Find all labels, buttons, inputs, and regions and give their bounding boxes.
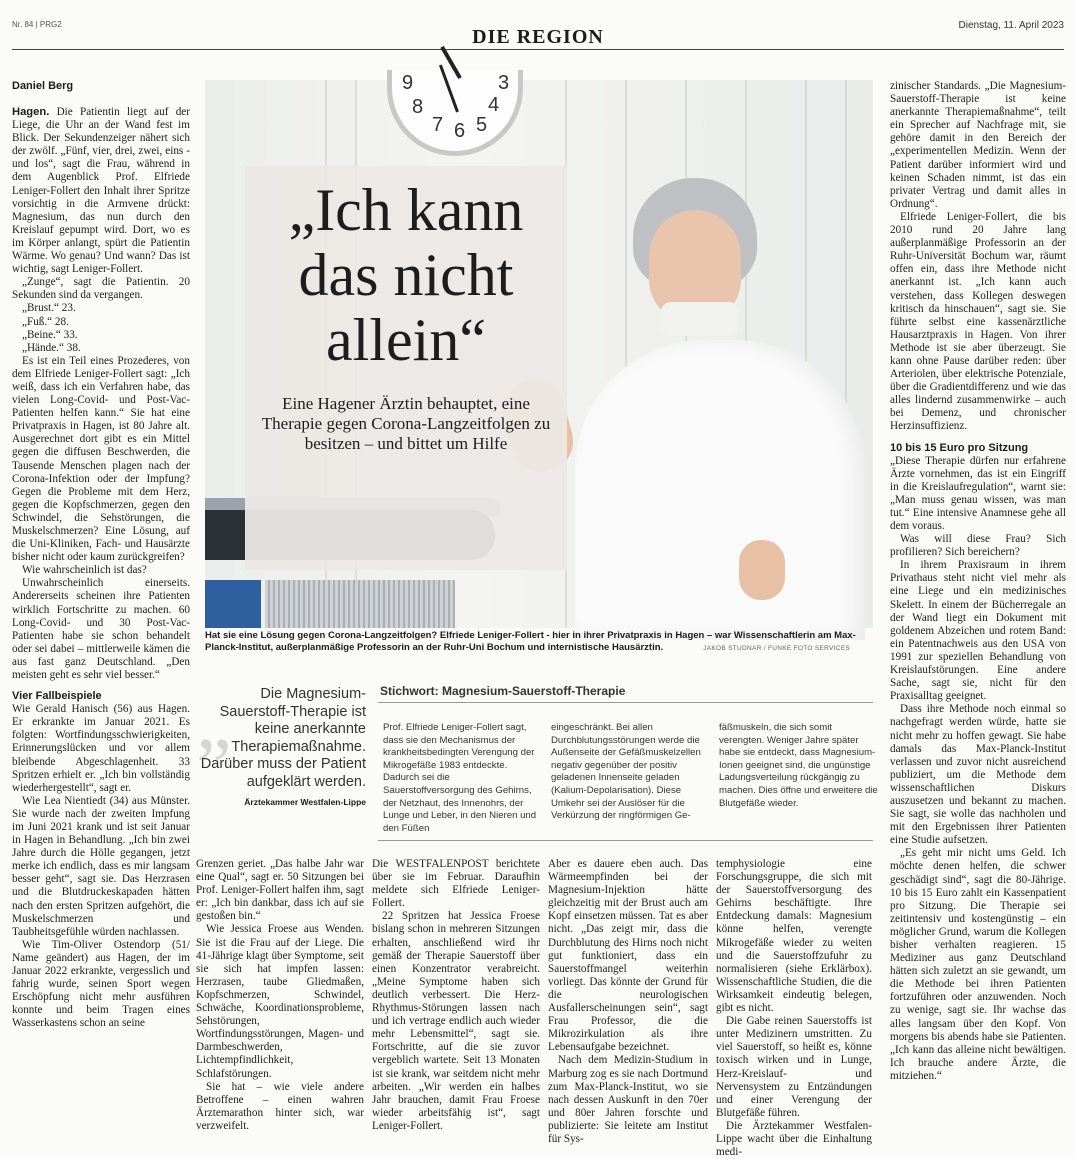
headline: „Ich kann das nicht allein“ — [288, 177, 524, 373]
article-paragraph: Die Gabe reinen Sauerstoffs ist unter Medizinern umstritten. Zu viel Sauerstoff, so heißt es, könne toxisch wirken und in Lunge, Herz-Kreislauf- und Nervensystem zu Entzündungen und einer Verengung der Blutgefäße führen. — [716, 1015, 872, 1119]
article-paragraph: Hagen. Die Patientin liegt auf der Liege, die Uhr an der Wand fest im Blick. Der Sekundenzeiger nähert sich der zwölf. „Fünf, vier, drei, zwei, eins - und los“, sagt die Frau, während in dem Augenblick Prof. Elfriede Leniger-Follert den Inhalt ihrer Spritze vorsichtig in die Armvene drückt: Magnesium, das nun durch den Kreislauf gepumpt wird. Dort, wo es im Körper anlangt, spürt die Patientin Wärme. Wo genau? Und wann? Das ist wichtig, sagt Leniger-Follert. — [12, 106, 190, 276]
article-paragraph: „Zunge“, sagt die Patientin. 20 Sekunden sind da vergangen. — [12, 276, 190, 302]
article-paragraph: Grenzen geriet. „Das halbe Jahr war eine Qual“, sagt er. 50 Sitzungen bei Prof. Leniger-Follert halfen ihm, sagt er: „Ich bin dankbar, dass ich auf sie gestoßen bin.“ — [196, 858, 364, 923]
author-byline: Daniel Berg — [12, 80, 74, 92]
article-paragraph: Was will diese Frau? Sich profilieren? Sich bereichern? — [890, 533, 1066, 559]
article-paragraph: „Es geht mir nicht ums Geld. Ich möchte denen helfen, die schwer geschädigt sind“, sagt die 80-Jährige. 10 bis 15 Euro zahlt ein Kassenpatient pro Sitzung. Die Therapie sei zeitintensiv und kostengünstig – ein möglicher Grund, warum die Kollegen bisher verhalten reagieren. 15 Mediziner aus ganz Deutschland hätten sich zuletzt an sie gewandt, um die Methode bei ihren Patienten fortzuführen oder anzuwenden. Noch zu wenige, sagt sie. Ihr wachse das alles langsam über den Kopf. Von morgens bis abends habe sie Patienten. „Ich kann das alleine nicht bewältigen. Ich brauche andere Ärzte, die mitziehen.“ — [890, 847, 1066, 1082]
article-paragraph: Es ist ein Teil eines Prozederes, von dem Elfriede Leniger-Follert sagt: „Ich weiß, dass ich ein Verfahren habe, das vielen Long-Covid- und Post-Vac-Patienten helfen kann.“ Sie hat eine Privatpraxis in Hagen, ist 80 Jahre alt. Ausgerechnet dort gibt es ein Mittel gegen die diffusen Beschwerden, die Tausende Menschen plagen nach der Corona-Infektion oder der Impfung? Gegen die Probleme mit dem Herz, gegen die Kopfschmerzen, gegen den Schwindel, die Sehstörungen, die Muskelschmerzen? Eine Lösung, auf die Uni-Kliniken, Fach- und Hausärzte bisher nicht oder kaum zurückgreifen? — [12, 354, 190, 564]
article-paragraph: „Brust.“ 23. — [22, 302, 76, 315]
deck: Eine Hagener Ärztin behauptet, eine Therapie gegen Corona-Langzeitfolgen zu besitzen – und bittet um Hilfe — [261, 394, 551, 453]
hero-photo — [205, 72, 873, 628]
infobox-divider — [378, 702, 873, 703]
masthead — [12, 20, 1064, 50]
pull-quote-source: Ärztekammer Westfalen-Lippe — [244, 797, 366, 807]
article-column-1 — [12, 80, 190, 1030]
infobox-title: Stichwort: Magnesium-Sauerstoff-Therapie — [380, 684, 626, 698]
article-column-3 — [372, 858, 540, 1133]
infobox-bottom-divider — [378, 840, 873, 841]
headline-box — [245, 166, 567, 570]
subheading: 10 bis 15 Euro pro Sitzung — [890, 441, 1029, 454]
wall-clock-image: 9 8 7 6 5 4 3 — [387, 70, 523, 156]
pull-quote — [196, 678, 366, 807]
article-paragraph: „Hände.“ 38. — [22, 341, 81, 354]
article-paragraph: Wie wahrscheinlich ist das? — [22, 564, 147, 577]
photo-credit: JAKOB STUDNAR / FUNKE FOTO SERVICES — [703, 645, 850, 652]
article-column-2 — [196, 858, 364, 1133]
doctor-figure — [575, 340, 865, 640]
article-column-5 — [716, 858, 872, 1159]
infobox-column-1: Prof. Elfriede Leniger-Follert sagt, dass sie den Mechanismus der krankheitsbedingten Verengung der Mikrogefäße 1983 entdeckte. Dadurch sei die Sauerstoffversorgung des Gehirns, der Netzhaut, des Innenohrs, der Lunge und Leber, in den Nieren und den Füßen — [383, 722, 537, 834]
article-paragraph: temphysiologie eine Forschungsgruppe, die sich mit der Sauerstoffversorgung des Gehirns beschäftigte. Ihre Entdeckung damals: Magnesium könne helfen, verengte Mikrogefäße wieder zu weiten und die Sauerstoffzufuhr zu normalisieren (siehe Erklärbox). Wissenschaftliche Studien, die die Wirksamkeit eindeutig belegen, gibt es nicht. — [716, 858, 872, 1015]
article-paragraph: zinischer Standards. „Die Magnesium-Sauerstoff-Therapie ist keine anerkannte Therapiemaßnahme“, teilt ein Sprecher auf Nachfrage mit, sie gehöre damit in den Bereich der „experimentellen Medizin. Wenn der Patient darüber informiert wird und keinen Schaden nimmt, ist das ein privater Vertrag und damit alles in Ordnung“. — [890, 80, 1066, 210]
article-paragraph: Elfriede Leniger-Follert, die bis 2010 rund 20 Jahre lang außerplanmäßige Professorin an der Ruhr-Universität Bochum war, räumt offen ein, dass ihre Methode nicht anerkannt ist. „Ich kann auch verstehen, dass Kollegen deswegen kritisch da hinschauen“, sagt sie. Sie führte selbst eine kassenärztliche Hausarztpraxis in Hagen. Von ihrer Methode ist sie aber überzeugt. Sie kann ohne Pause darüber reden: über Arteriolen, über elektrische Potenziale, über die Gradientdifferenz und wie das alles lindernd zusammenwirke – auch bei Demenz, und chronischer Herzinsuffizienz. — [890, 210, 1066, 433]
pull-quote-text: Die Magnesium-Sauerstoff-Therapie ist keine anerkannte Therapiemaßnahme. Darüber muss der Patient aufgeklärt werden. — [200, 686, 366, 790]
article-paragraph: Wie Lea Nientiedt (34) aus Münster. Sie wurde nach der zweiten Impfung im Juni 2021 krank und ist seit Januar in Hagen in Behandlung. „Ich bin zwei Jahre durch die Hölle gegangen, jetzt merke ich endlich, dass es mir langsam besser geht“, sagt sie. Das Herzrasen und die Blutdruckeskapaden hätten nach den ersten Spritzen aufgehört, die Muskelschmerzen und Taubheitsgefühle würden nachlassen. — [12, 794, 190, 938]
photo-caption: Hat sie eine Lösung gegen Corona-Langzeitfolgen? Elfriede Leniger-Follert - hier in ihrer Privatpraxis in Hagen – war Wissenschaftlerin am Max-Planck-Institut, außerplanmäßige Professorin an der Ruhr-Uni Bochum und internistische Hausärztin. JAKOB STUDNAR / FUNKE FOTO SERVICES — [205, 630, 856, 653]
article-paragraph: Sie hat – wie viele andere Betroffene – einen wahren Ärztemarathon hinter sich, war verzweifelt. — [196, 1080, 364, 1132]
article-paragraph: Wie Jessica Froese aus Wenden. Sie ist die Frau auf der Liege. Die 41-Jährige klagt über Symptome, seit sie sich hat impfen lassen: Herzrasen, taube Gliedmaßen, Kopfschmerzen, Schwindel, Schwäche, Koordinationsprobleme, Sehstörungen, Wortfindungsstörungen, Magen- und Darmbeschwerden, Lichtempfindlichkeit, Schlafstörungen. — [196, 923, 364, 1080]
article-column-4 — [548, 858, 708, 1146]
article-paragraph: Nach dem Medizin-Studium in Marburg zog es sie nach Dortmund zum Max-Planck-Institut, wo sie nach dessen Auskunft in den 70er und 80er Jahren forschte und publizierte: Sie leitete am Institut für Sys- — [548, 1054, 708, 1145]
infobox-column-2: eingeschränkt. Bei allen Durchblutungsstörungen werde die Außenseite der Gefäßmuskelzellen negativ gegenüber der positiv geladenen Innenseite geladen (Kalium-Depolarisation). Diese Umkehr sei der Auslöser für die Verkürzung der ringförmigen Ge- — [551, 722, 701, 822]
article-paragraph: Die WESTFALENPOST berichtete über sie im Februar. Daraufhin meldete sich Elfriede Leniger-Follert. — [372, 858, 540, 910]
infobox-column-3: fäßmuskeln, die sich somit verengten. Weniger Jahre später habe sie entdeckt, dass Magnesium-Ionen geeignet sind, die ungünstige Ladungsverteilung rückgängig zu machen. Dies öffne und erweitere die Blutgefäße wieder. — [719, 722, 878, 809]
quote-mark-icon: „ — [196, 678, 232, 766]
article-paragraph: Aber es dauere eben auch. Das Wärmeempfinden bei der Magnesium-Injektion hätte gleichzeitig mit der Brust auch am Kopf einsetzen müssen. Tat es aber nicht. „Das zeigt mir, dass die Durchblutung des Hirns noch nicht gut funktioniert, dass ein Sauerstoffmangel weiterhin vorliegt. Das könnte der Grund für die neurologischen Ausfallerscheinungen sein“, sagt Frau Professor, die die Mikrozirkulation als ihre Lebensaufgabe bezeichnet. — [548, 858, 708, 1054]
issue-date: Dienstag, 11. April 2023 — [958, 20, 1064, 31]
article-paragraph: „Beine.“ 33. — [22, 328, 78, 341]
article-column-6 — [890, 80, 1066, 1083]
issue-info: Nr. 84 | PRG2 — [12, 20, 62, 29]
dateline: Hagen. — [12, 106, 50, 118]
article-paragraph: Unwahrscheinlich einerseits. Andererseits scheinen ihre Patienten wirklich Fortschritte zu machen. 60 Long-Covid- und 30 Post-Vac-Patienten habe sie schon behandelt oder sei dabei – mittlerweile kämen die aus fast ganz Deutschland. „Den meisten geht es sehr viel besser.“ — [12, 577, 190, 682]
subheading: Vier Fallbeispiele — [12, 690, 102, 703]
section-title: DIE REGION — [472, 26, 604, 48]
article-paragraph: „Diese Therapie dürfen nur erfahrene Ärzte vornehmen, das ist ein Eingriff in die Kreislaufregulation“, warnt sie: „Man muss genau wissen, was man tut.“ Eine intensive Anamnese gehe all dem voraus. — [890, 454, 1066, 532]
article-paragraph: „Fuß.“ 28. — [22, 315, 69, 328]
article-paragraph: Die Ärztekammer Westfalen-Lippe wacht über die Einhaltung medi- — [716, 1119, 872, 1159]
article-paragraph: Wie Gerald Hanisch (56) aus Hagen. Er erkrankte im Januar 2021. Es folgten: Wortfindungsschwierigkeiten, Erinnerungslücken und vor allem bleibende Abgeschlagenheit. 33 Spritzen erhielt er. „Ich bin vollständig wiederhergestellt“, sagt er. — [12, 703, 190, 794]
article-paragraph: In ihrem Praxisraum in ihrem Privathaus steht nicht viel mehr als eine Liege und ein medizinisches Skelett. In einem der Bücherregale an der Wand liegt ein Dokument mit goldenem Abzeichen und rotem Band: ein Patentnachweis aus den USA von 1991 zur speziellen Behandlung von Kreislaufstörungen. Eine andere Sache, sagt sie, nicht für den Praxisalltag geeignet. — [890, 559, 1066, 703]
article-paragraph: Wie Tim-Oliver Ostendorp (51/ Name geändert) aus Hagen, der im Januar 2022 erkrankte, vergesslich und fahrig wurde, seinen Sport wegen Erschöpfung nicht mehr ausführen konnte und beim Tragen eines Wasserkastens schon an seine — [12, 938, 190, 1030]
article-paragraph: 22 Spritzen hat Jessica Froese bislang schon in mehreren Sitzungen erhalten, anschließend wird ihr gemäß der Therapie Sauerstoff über einen Konzentrator verabreicht. „Meine Symptome haben sich deutlich verbessert. Die Herz-Rhythmus-Störungen lassen nach und ich vertrage endlich auch wieder mehr Lebensmittel“, sagt sie. Fortschritte, auf die sie zuvor vergeblich wartete. Seit 13 Monaten ist sie krank, war seitdem nicht mehr arbeiten. „Wir werden ein halbes Jahr brauchen, damit Frau Froese wieder arbeitsfähig ist“, sagt Leniger-Follert. — [372, 910, 540, 1132]
article-paragraph: Dass ihre Methode noch einmal so nachgefragt werden würde, hatte sie nicht mehr zu hoffen gewagt. Sie habe damals das Max-Planck-Institut verlassen und zuvor nicht ausreichend publiziert, um die Methode dem wissenschaftlichen Diskurs auszusetzen und bekannt zu machen. Sie sagt, sie wolle das nachholen und mit den Ergebnissen ihrer Patienten eine Studie aufsetzen. — [890, 703, 1066, 847]
